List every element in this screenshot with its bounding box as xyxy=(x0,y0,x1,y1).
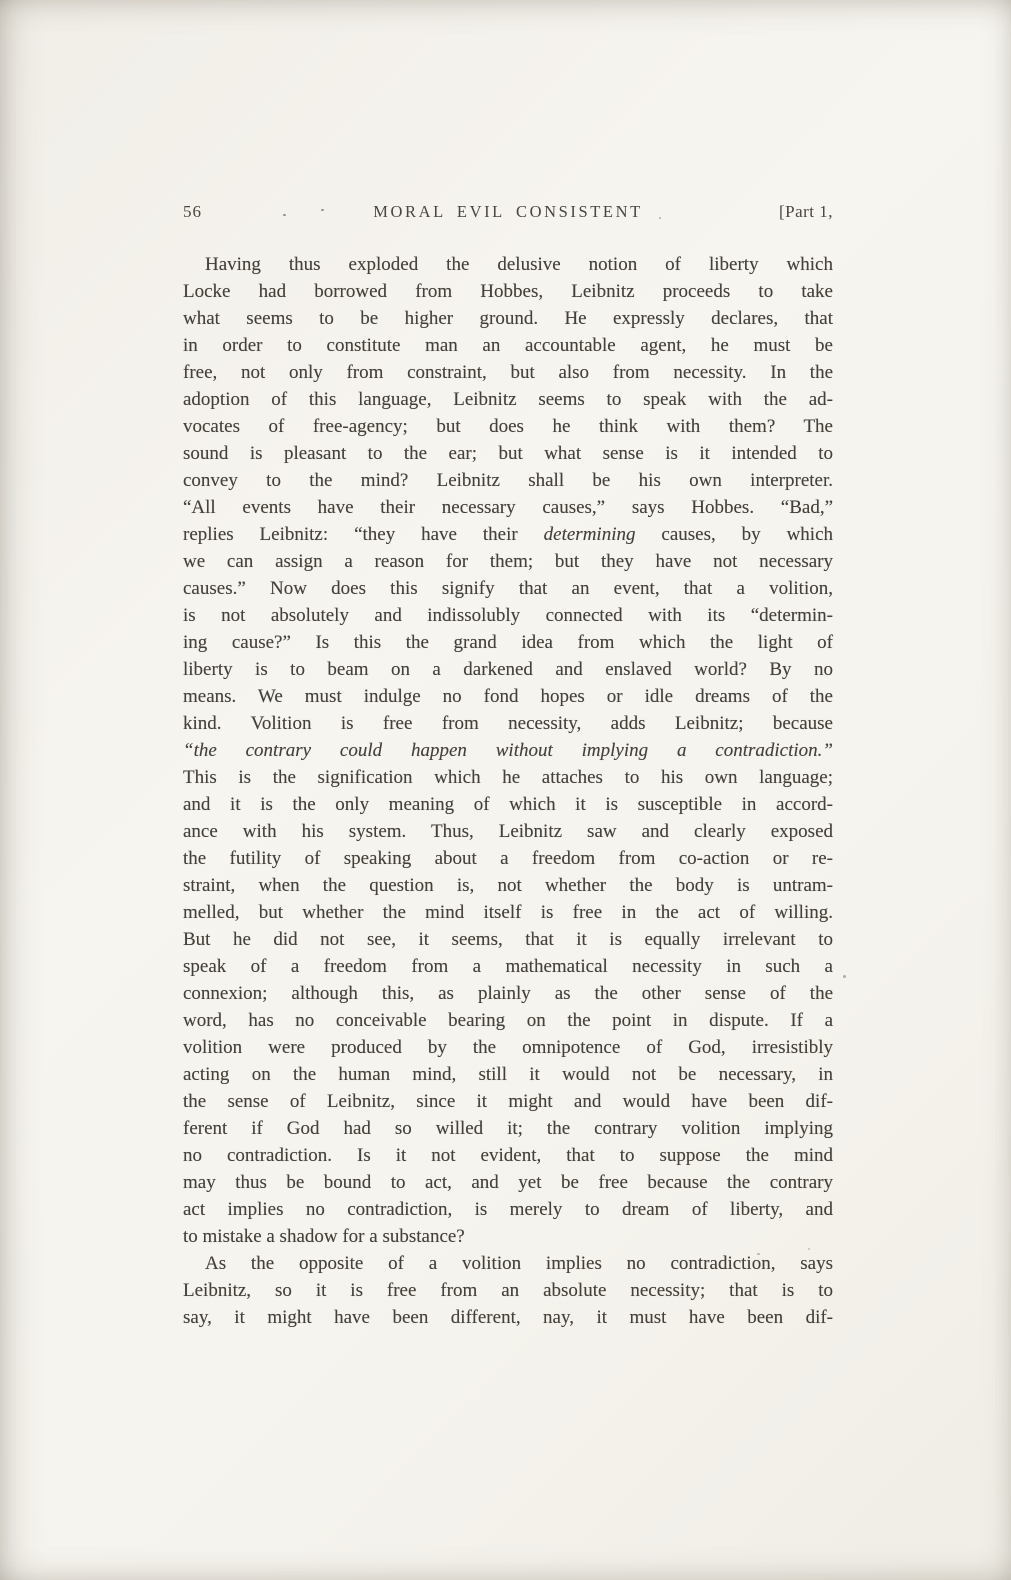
italic-text-run: “the contrary could happen without implying a contradiction.” xyxy=(183,740,833,761)
text-line xyxy=(183,602,833,629)
text-line xyxy=(183,1061,833,1088)
text-line xyxy=(183,548,833,575)
text-run: we can assign a reason for them; but they have not necessary xyxy=(183,551,833,572)
text-run: replies Leibnitz: “they have their xyxy=(183,524,544,545)
text-run: kind. Volition is free from necessity, adds Leibnitz; because xyxy=(183,713,833,734)
text-run: say, it might have been different, nay, it must have been dif- xyxy=(183,1307,833,1328)
text-run: acting on the human mind, still it would not be necessary, in xyxy=(183,1064,833,1085)
text-run: is not absolutely and indissolubly connected with its “determin- xyxy=(183,605,833,626)
text-line xyxy=(183,1142,833,1169)
text-run: But he did not see, it seems, that it is equally irrelevant to xyxy=(183,929,833,950)
text-run: free, not only from constraint, but also from necessity. In the xyxy=(183,362,833,383)
text-line xyxy=(183,683,833,710)
text-line xyxy=(183,386,833,413)
text-line xyxy=(183,467,833,494)
scan-speck xyxy=(843,975,846,978)
page-body xyxy=(183,251,833,1331)
text-run: speak of a freedom from a mathematical necessity in such a xyxy=(183,956,833,977)
text-run: straint, when the question is, not whether the body is untram- xyxy=(183,875,833,896)
text-line xyxy=(183,1115,833,1142)
text-run: act implies no contradiction, is merely to dream of liberty, and xyxy=(183,1199,833,1220)
text-line xyxy=(183,1196,833,1223)
text-line xyxy=(183,737,833,764)
text-line xyxy=(183,278,833,305)
text-run: may thus be bound to act, and yet be free because the contrary xyxy=(183,1172,833,1193)
text-run: to mistake a shadow for a substance? xyxy=(183,1226,465,1247)
text-line xyxy=(183,1007,833,1034)
text-run: volition were produced by the omnipotence of God, irresistibly xyxy=(183,1037,833,1058)
scan-speck xyxy=(321,209,324,211)
text-run: Having thus exploded the delusive notion of liberty which xyxy=(205,254,833,275)
page-content xyxy=(183,202,833,1331)
text-run: vocates of free-agency; but does he think with them? The xyxy=(183,416,833,437)
page-header xyxy=(183,202,833,222)
text-run: ance with his system. Thus, Leibnitz saw and clearly exposed xyxy=(183,821,833,842)
text-line xyxy=(183,1088,833,1115)
text-run: This is the signification which he attaches to his own language; xyxy=(183,767,833,788)
text-line xyxy=(183,818,833,845)
text-run: the sense of Leibnitz, since it might and would have been dif- xyxy=(183,1091,833,1112)
text-line xyxy=(183,953,833,980)
text-line xyxy=(183,413,833,440)
text-run: causes.” Now does this signify that an event, that a volition, xyxy=(183,578,833,599)
text-line xyxy=(183,494,833,521)
text-run: adoption of this language, Leibnitz seems to speak with the ad- xyxy=(183,389,833,410)
text-line xyxy=(183,1277,833,1304)
text-run: no contradiction. Is it not evident, that to suppose the mind xyxy=(183,1145,833,1166)
part-label: [Part 1, xyxy=(778,202,833,221)
text-line xyxy=(183,1304,833,1331)
text-run: “All events have their necessary causes,” says Hobbes. “Bad,” xyxy=(183,497,833,518)
text-line xyxy=(183,926,833,953)
text-line xyxy=(183,575,833,602)
text-run: what seems to be higher ground. He expressly declares, that xyxy=(183,308,833,329)
text-line xyxy=(183,1223,833,1250)
text-line xyxy=(183,251,833,278)
text-line xyxy=(183,1034,833,1061)
text-run: As the opposite of a volition implies no contradiction, says xyxy=(205,1253,833,1274)
text-run: the futility of speaking about a freedom from co-action or re- xyxy=(183,848,833,869)
scan-speck xyxy=(808,1248,810,1250)
text-line xyxy=(183,332,833,359)
text-line xyxy=(183,1250,833,1277)
scan-speck xyxy=(659,217,661,219)
text-line xyxy=(183,899,833,926)
text-line xyxy=(183,845,833,872)
text-run: in order to constitute man an accountable agent, he must be xyxy=(183,335,833,356)
paragraph xyxy=(183,251,833,1250)
text-run: ferent if God had so willed it; the contrary volition implying xyxy=(183,1118,833,1139)
text-run: Locke had borrowed from Hobbes, Leibnitz proceeds to take xyxy=(183,281,833,302)
text-run: means. We must indulge no fond hopes or idle dreams of the xyxy=(183,686,833,707)
text-line xyxy=(183,305,833,332)
text-run: connexion; although this, as plainly as the other sense of the xyxy=(183,983,833,1004)
text-run: melled, but whether the mind itself is free in the act of willing. xyxy=(183,902,833,923)
scan-speck xyxy=(283,214,286,216)
scan-speck xyxy=(757,1253,760,1255)
text-run: causes, by which xyxy=(635,524,834,545)
text-line xyxy=(183,872,833,899)
text-run: Leibnitz, so it is free from an absolute necessity; that is to xyxy=(183,1280,833,1301)
text-line xyxy=(183,656,833,683)
text-line xyxy=(183,359,833,386)
text-line xyxy=(183,440,833,467)
text-line xyxy=(183,521,833,548)
italic-text-run: determining xyxy=(543,524,636,545)
text-line xyxy=(183,980,833,1007)
running-title: MORAL EVIL CONSISTENT xyxy=(373,202,643,221)
paragraph xyxy=(183,1250,833,1331)
text-line xyxy=(183,764,833,791)
text-run: word, has no conceivable bearing on the point in dispute. If a xyxy=(183,1010,833,1031)
text-run: ing cause?” Is this the grand idea from which the light of xyxy=(183,632,833,653)
text-run: convey to the mind? Leibnitz shall be his own interpreter. xyxy=(183,470,833,491)
text-line xyxy=(183,791,833,818)
text-line xyxy=(183,629,833,656)
text-line xyxy=(183,710,833,737)
text-run: sound is pleasant to the ear; but what sense is it intended to xyxy=(183,443,833,464)
text-run: and it is the only meaning of which it is susceptible in accord- xyxy=(183,794,833,815)
text-run: liberty is to beam on a darkened and enslaved world? By no xyxy=(183,659,833,680)
page-number: 56 xyxy=(183,202,202,221)
text-line xyxy=(183,1169,833,1196)
